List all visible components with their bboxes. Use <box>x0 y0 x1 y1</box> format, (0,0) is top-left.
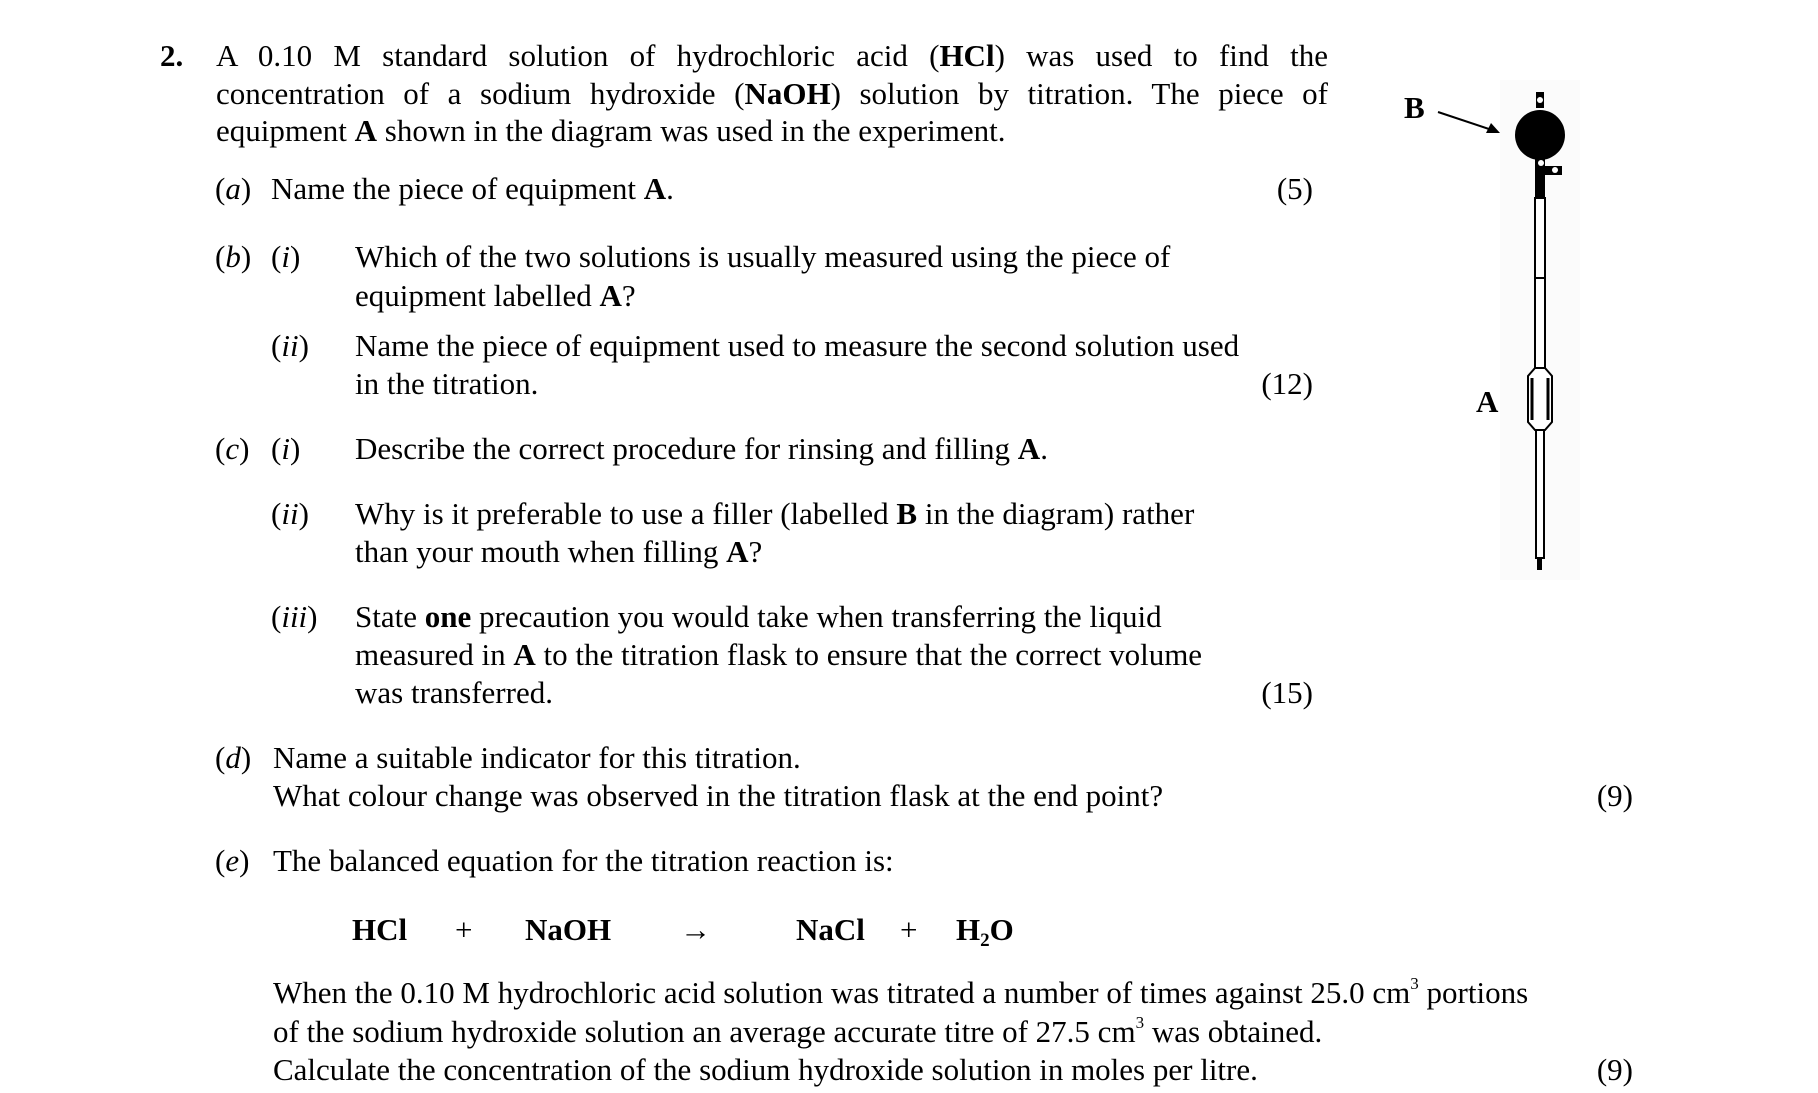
part-c-iii-label: (iii) <box>271 599 318 634</box>
equation-reactant-naoh: NaOH <box>525 912 612 947</box>
part-a-label: (a) <box>215 171 252 206</box>
intro-line-1: A 0.10 M standard solution of hydrochloric acid (HCl) was used to find the <box>216 38 1328 73</box>
part-e-marks: (9) <box>1596 1052 1633 1087</box>
equation-arrow-icon: → <box>680 912 711 947</box>
part-b-ii-line-2: in the titration. <box>355 366 539 401</box>
part-c-ii-line-2: than your mouth when filling A? <box>355 534 763 569</box>
intro-line-3: equipment A shown in the diagram was used in the experiment. <box>216 113 1006 148</box>
part-e-line-1: When the 0.10 M hydrochloric acid solution was titrated a number of times against 25.0 $cm^3$ portions <box>273 974 1529 1010</box>
intro-line-2: concentration of a sodium hydroxide (NaOH) solution by titration. The piece of <box>216 76 1328 111</box>
part-c-iii-line-3: was transferred. <box>355 675 553 710</box>
part-c-marks: (15) <box>1261 675 1313 710</box>
part-b-i-line-2: equipment labelled A? <box>355 278 636 313</box>
part-c-label: (c) <box>215 431 250 466</box>
question-number: 2. <box>160 38 184 73</box>
part-b-i-line-1: Which of the two solutions is usually measured using the piece of <box>355 239 1171 274</box>
part-d-line-2: What colour change was observed in the titration flask at the end point? <box>273 778 1164 813</box>
pipette-filler-icon <box>1400 80 1600 600</box>
label-b: B <box>1404 90 1425 125</box>
equation-plus-1: + <box>455 912 473 947</box>
part-b-ii-label: (ii) <box>271 328 309 363</box>
equation-product-water: $H_2O$ <box>956 912 1014 951</box>
equation-plus-2: + <box>900 912 918 947</box>
part-e-intro: The balanced equation for the titration reaction is: <box>273 843 894 878</box>
part-c-ii-label: (ii) <box>271 496 309 531</box>
equation-product-nacl: NaCl <box>796 912 865 947</box>
part-c-iii-line-1: State one precaution you would take when transferring the liquid <box>355 599 1162 634</box>
part-e-label: (e) <box>215 843 250 878</box>
part-a-text: Name the piece of equipment A. <box>271 171 674 206</box>
part-c-i-text: Describe the correct procedure for rinsing and filling A. <box>355 431 1048 466</box>
part-e-line-3: Calculate the concentration of the sodium hydroxide solution in moles per litre. <box>273 1052 1258 1087</box>
part-b-i-label: (i) <box>271 239 301 274</box>
part-e-line-2: of the sodium hydroxide solution an average accurate titre of 27.5 $cm^3$ was obtained. <box>273 1013 1323 1049</box>
part-b-ii-line-1: Name the piece of equipment used to measure the second solution used <box>355 328 1240 363</box>
part-c-ii-line-1: Why is it preferable to use a filler (labelled B in the diagram) rather <box>355 496 1195 531</box>
part-d-line-1: Name a suitable indicator for this titration. <box>273 740 801 775</box>
part-b-marks: (12) <box>1261 366 1313 401</box>
part-c-iii-line-2: measured in A to the titration flask to ensure that the correct volume <box>355 637 1203 672</box>
part-d-label: (d) <box>215 740 252 775</box>
label-a: A <box>1476 384 1499 419</box>
pipette-diagram <box>1400 80 1600 600</box>
part-b-label: (b) <box>215 239 252 274</box>
part-d-marks: (9) <box>1596 778 1633 813</box>
equation-reactant-hcl: HCl <box>352 912 408 947</box>
part-a-marks: (5) <box>1276 171 1313 206</box>
part-c-i-label: (i) <box>271 431 301 466</box>
